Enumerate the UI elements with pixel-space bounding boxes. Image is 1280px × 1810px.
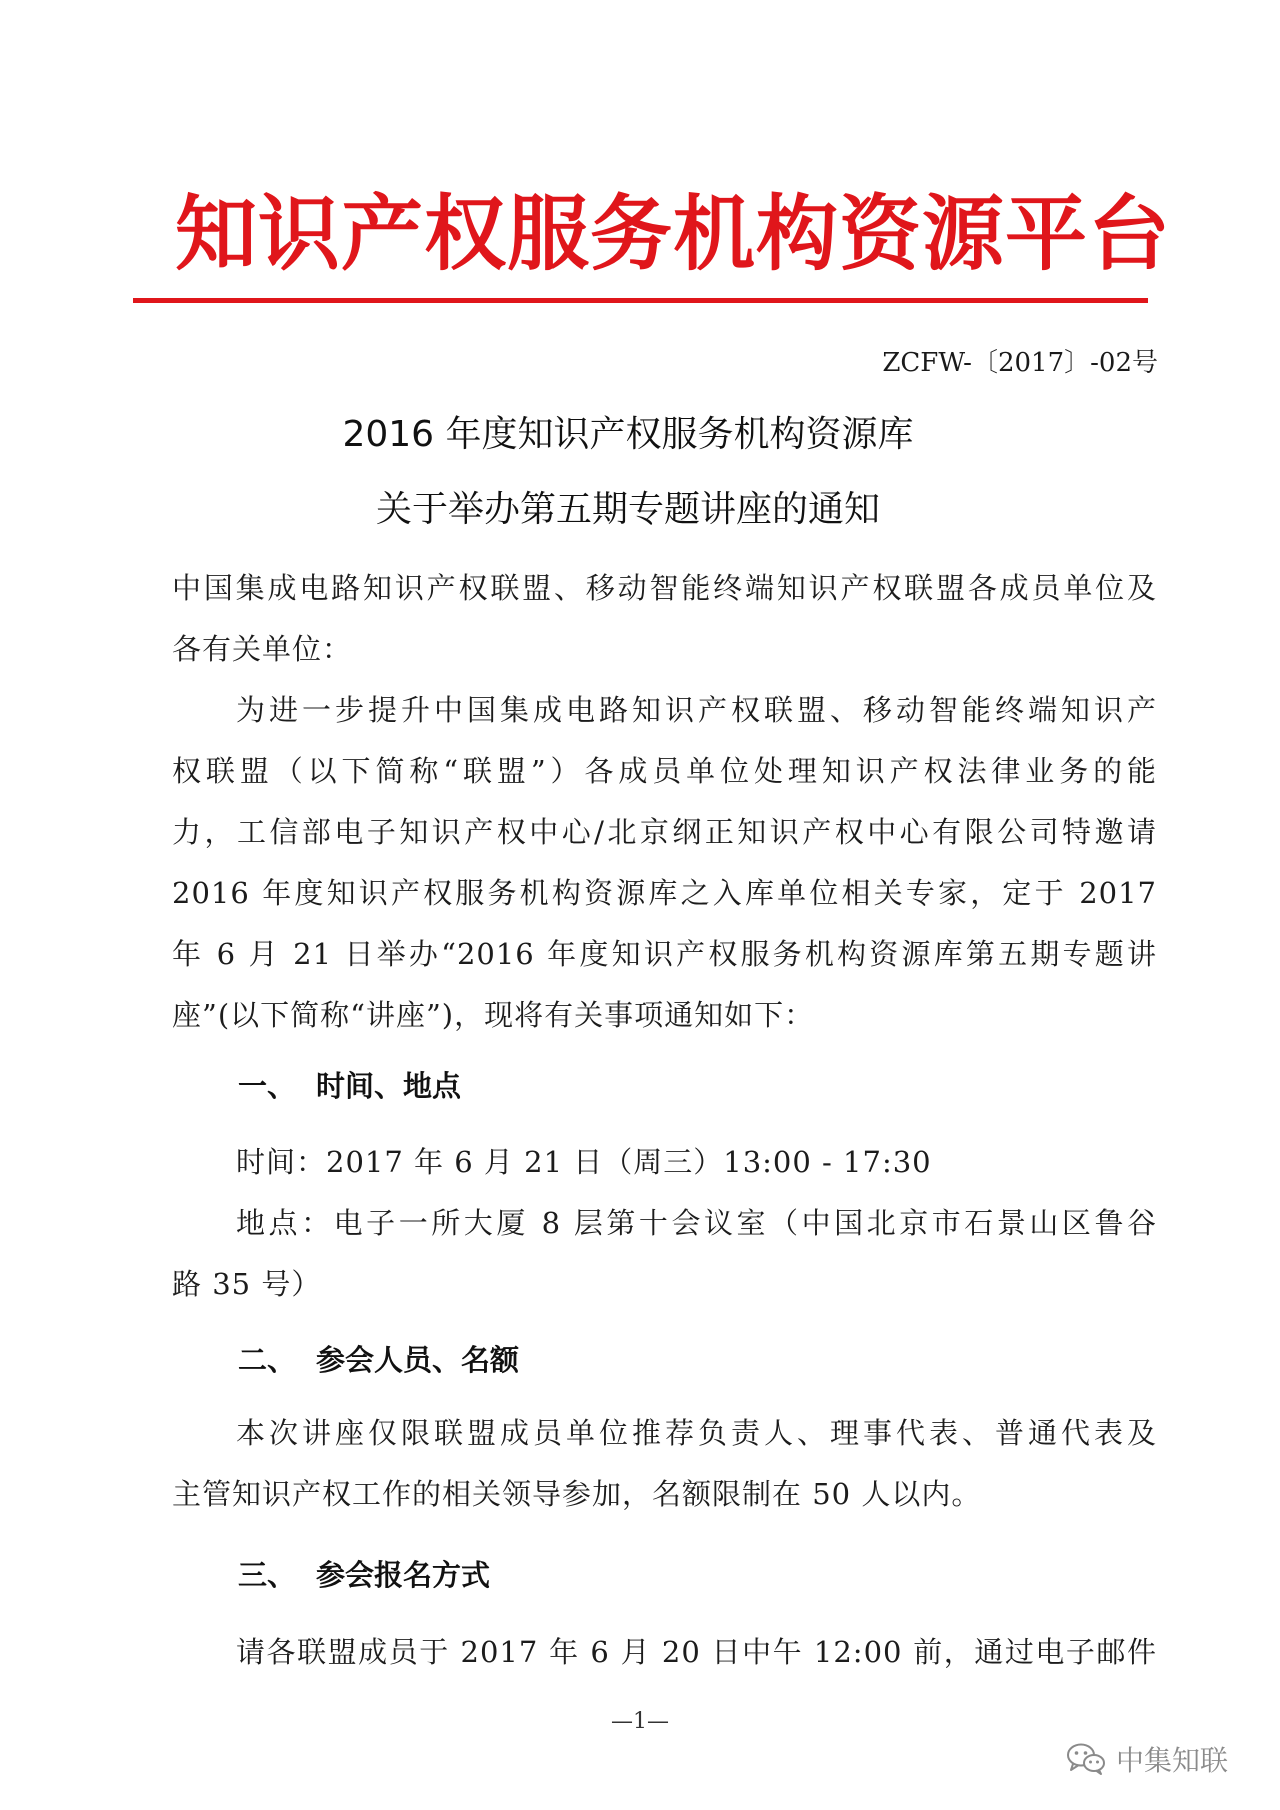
paragraph-line: 为进一步提升中国集成电路知识产权联盟、移动智能终端知识产 xyxy=(236,693,1157,727)
section-title: 时间、地点 xyxy=(316,1069,462,1103)
paragraph-line: 力，工信部电子知识产权中心/北京纲正知识产权中心有限公司特邀请 xyxy=(172,815,1157,849)
time-line: 时间：2017 年 6 月 21 日（周三）13:00 - 17:30 xyxy=(236,1145,932,1179)
paragraph-line: 权联盟（以下简称“联盟”）各成员单位处理知识产权法律业务的能 xyxy=(172,754,1157,788)
attendees-paragraph xyxy=(172,1403,1157,1525)
document-number: ZCFW-〔2017〕-02号 xyxy=(882,348,1158,378)
intro-paragraph xyxy=(172,680,1157,1046)
wechat-icon xyxy=(1066,1742,1106,1776)
section-heading-attendees xyxy=(238,1340,519,1380)
masthead-red-rule xyxy=(133,298,1148,303)
paragraph-line: 主管知识产权工作的相关领导参加，名额限制在 50 人以内。 xyxy=(172,1477,982,1511)
paragraph-line: 座”(以下简称“讲座”)，现将有关事项通知如下： xyxy=(172,998,815,1032)
paragraph-line: 年 6 月 21 日举办“2016 年度知识产权服务机构资源库第五期专题讲 xyxy=(172,937,1157,971)
notice-title-line-1: 2016 年度知识产权服务机构资源库 xyxy=(342,414,914,455)
notice-title-line-2: 关于举办第五期专题讲座的通知 xyxy=(375,489,880,530)
addressee-block xyxy=(172,558,1157,680)
addressee-line: 中国集成电路知识产权联盟、移动智能终端知识产权联盟各成员单位及 xyxy=(172,571,1157,605)
paragraph-line: 2016 年度知识产权服务机构资源库之入库单位相关专家，定于 2017 xyxy=(172,876,1157,910)
section-title: 参会报名方式 xyxy=(316,1558,491,1592)
section-number: 二、 xyxy=(238,1343,297,1377)
masthead-title: 知识产权服务机构资源平台 xyxy=(175,187,1172,282)
paragraph-line: 请各联盟成员于 2017 年 6 月 20 日中午 12:00 前，通过电子邮件 xyxy=(236,1635,1157,1669)
section-number: 一、 xyxy=(238,1069,297,1103)
watermark-text: 中集知联 xyxy=(1115,1744,1228,1777)
section-heading-time-place xyxy=(238,1066,461,1106)
registration-paragraph xyxy=(172,1622,1157,1683)
paragraph-line: 本次讲座仅限联盟成员单位推荐负责人、理事代表、普通代表及 xyxy=(236,1416,1157,1450)
page-number: —1— xyxy=(611,1709,669,1734)
time-place-block xyxy=(172,1132,1157,1315)
watermark xyxy=(1066,1737,1228,1781)
place-line: 路 35 号） xyxy=(172,1267,322,1301)
section-title: 参会人员、名额 xyxy=(316,1343,520,1377)
place-line: 地点：电子一所大厦 8 层第十会议室（中国北京市石景山区鲁谷 xyxy=(236,1206,1157,1240)
section-number: 三、 xyxy=(238,1558,297,1592)
section-heading-registration xyxy=(238,1555,490,1595)
addressee-line: 各有关单位： xyxy=(172,632,353,666)
